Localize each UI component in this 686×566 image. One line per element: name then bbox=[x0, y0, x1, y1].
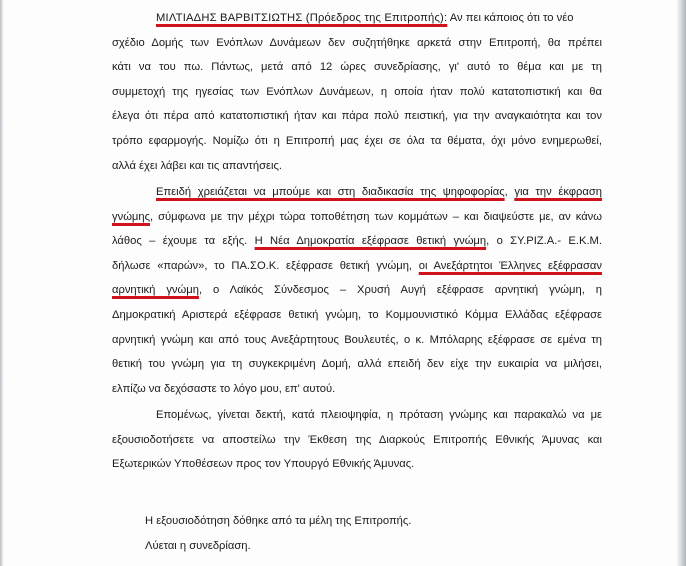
underlined-phrase: αρνητική γνώμη bbox=[112, 284, 199, 297]
text-line: Επομένως, γίνεται δεκτή, κατά πλειοψηφία, η πρόταση γνώμης και παρακαλώ να με bbox=[156, 409, 602, 421]
text-line: έλεγα ότι πέρα από κατατοπιστική ήταν και πάρα πολύ πειστική, για την αναγκαιότητα και τον bbox=[112, 110, 602, 123]
text-line: σχέδιο Δομής των Ενόπλων Δυνάμεων δεν συζητήθηκε αρκετά στην Επιτροπή, θα πρέπει bbox=[112, 36, 602, 49]
paragraph-voting bbox=[112, 180, 602, 401]
text-line: τρόπο εφαρμογής. Νομίζω ότι η Επιτροπή μας έχει σε όλα τα θέματα, όχι μόνο ενημερωθεί, bbox=[112, 134, 602, 147]
text-line: αρνητική γνώμη, ο Λαϊκός Σύνδεσμος – Χρυσή Αυγή εξέφρασε αρνητική γνώμη, η bbox=[112, 284, 602, 297]
scan-right-edge bbox=[676, 0, 686, 566]
speaker-name: ΜΙΛΤΙΑΔΗΣ ΒΑΡΒΙΤΣΙΩΤΗΣ (Πρόεδρος της Επιτροπής): bbox=[156, 12, 448, 24]
scan-left-edge bbox=[0, 0, 4, 566]
text-line: Επειδή χρειάζεται να μπούμε και στη διαδικασία της ψηφοφορίας, για την έκφραση bbox=[156, 186, 602, 198]
underlined-phrase: γνώμης bbox=[112, 210, 150, 223]
text-line: Λύεται η συνεδρίαση. bbox=[145, 539, 251, 552]
text-line: Δημοκρατική Αριστερά εξέφρασε θετική γνώμη, το Κομμουνιστικό Κόμμα Ελλάδας εξέφρασε bbox=[112, 308, 602, 321]
paragraph-closing bbox=[145, 509, 605, 558]
text-line: δήλωσε «παρών», το ΠΑ.ΣΟ.Κ. εξέφρασε θετική γνώμη, οι Ανεξάρτητοι Έλληνες εξέφρασαν bbox=[112, 259, 602, 272]
underlined-phrase: για την έκφραση bbox=[514, 186, 602, 198]
text-line: εξουσιοδοτήσετε να αποστείλω την Έκθεση της Διαρκούς Επιτροπής Εθνικής Άμυνας και bbox=[112, 433, 602, 446]
text-line: αλλά έχει λάβει και τις απαντήσεις. bbox=[112, 159, 282, 172]
text-line: κάτι να του πω. Πάντως, μετά από 12 ώρες συνεδρίασης, γι' αυτό το θέμα και με τη bbox=[112, 61, 602, 74]
text-line: Η εξουσιοδότηση δόθηκε από τα μέλη της Επιτροπής. bbox=[145, 515, 412, 527]
paragraph-speaker-intro bbox=[112, 6, 602, 178]
text-line: ελπίζω να δεχόσαστε το λόγο μου, επ' αυτού. bbox=[112, 382, 336, 395]
paragraph-conclusion bbox=[112, 403, 602, 477]
underlined-phrase: οι Ανεξάρτητοι Έλληνες εξέφρασαν bbox=[418, 259, 602, 272]
text-line: λάθος – έχουμε τα εξής. Η Νέα Δημοκρατία εξέφρασε θετική γνώμη, ο ΣΥ.ΡΙΖ.Α.- Ε.Κ.Μ. bbox=[112, 235, 602, 248]
text-line: γνώμης, σύμφωνα με την μέχρι τώρα τοποθέτηση των κομμάτων – και διαψεύστε με, αν κάνω bbox=[112, 210, 602, 223]
underlined-phrase: Η Νέα Δημοκρατία εξέφρασε θετική γνώμη bbox=[254, 235, 487, 248]
underlined-phrase: Επειδή χρειάζεται να μπούμε και στη διαδικασία της ψηφοφορίας bbox=[156, 186, 505, 198]
text-line: ΜΙΛΤΙΑΔΗΣ ΒΑΡΒΙΤΣΙΩΤΗΣ (Πρόεδρος της Επιτροπής): Αν πει κάποιος ότι το νέο bbox=[156, 12, 574, 24]
text-line: συμμετοχή της ηγεσίας των Ενόπλων Δυνάμεων, η οποία ήταν πολύ κατατοπιστική και θα bbox=[112, 85, 602, 98]
text-line: αρνητική γνώμη και από τους Ανεξάρτητους Βουλευτές, ο κ. Μπόλαρης εξέφρασε σε εμένα τη bbox=[112, 333, 602, 346]
text-line: Εξωτερικών Υποθέσεων προς τον Υπουργό Εθνικής Άμυνας. bbox=[112, 458, 415, 471]
text-line: θετική του γνώμη για τη συγκεκριμένη Δομή, αλλά επειδή δεν είχε την ευκαιρία να μιλήσει, bbox=[112, 358, 602, 371]
